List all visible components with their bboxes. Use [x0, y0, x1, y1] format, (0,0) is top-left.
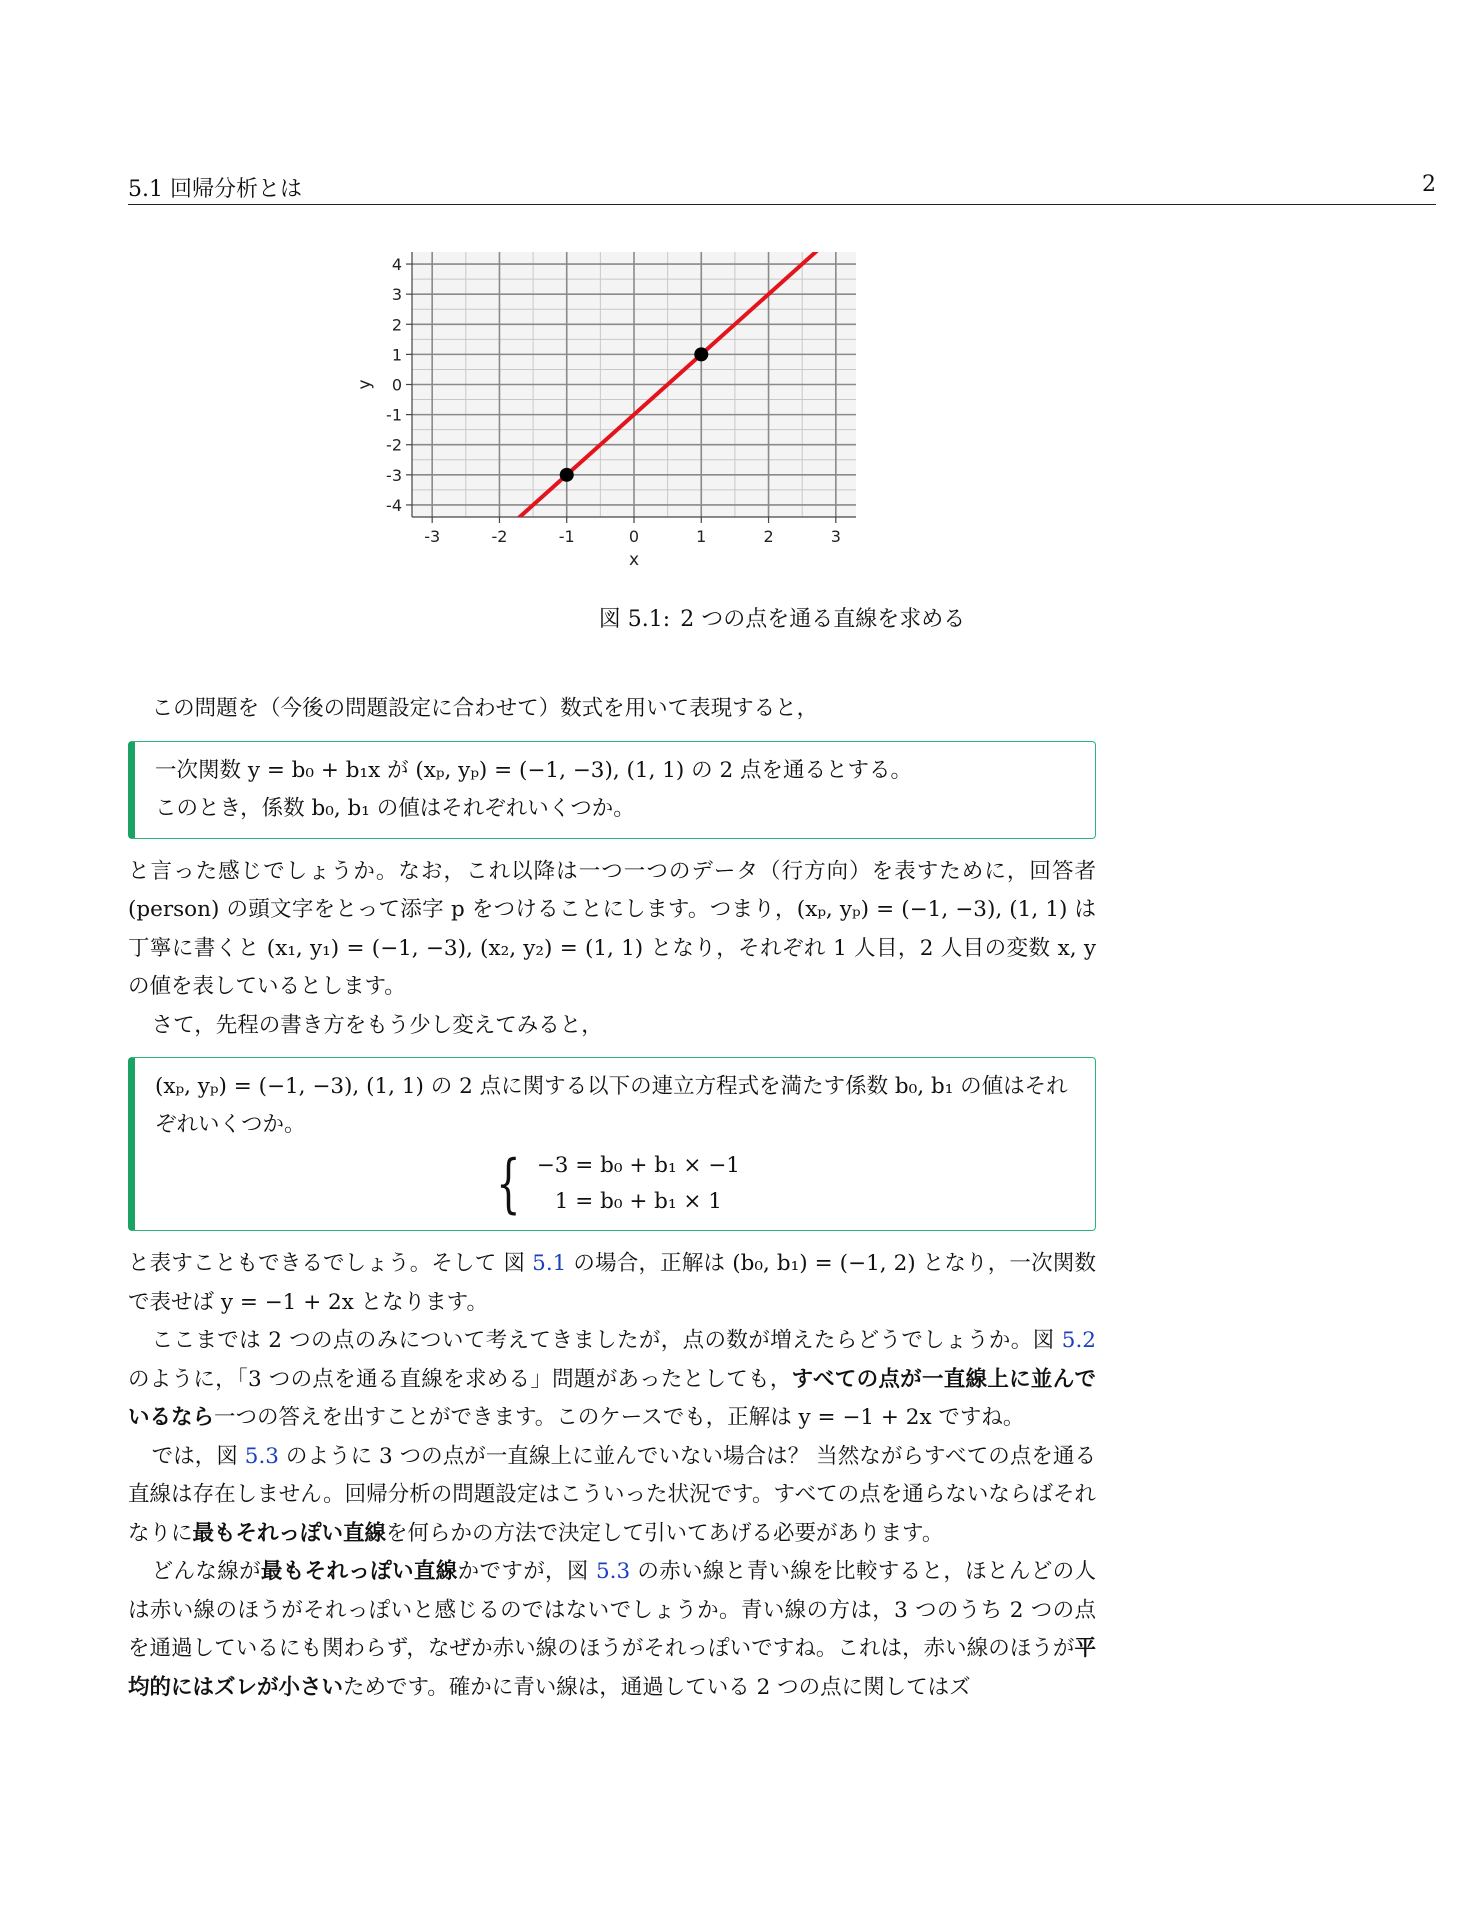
- y-tick-label: 3: [391, 285, 402, 305]
- section-title: 5.1 回帰分析とは: [128, 177, 302, 202]
- figure-chart: [355, 240, 875, 580]
- equation: −3 = b₀ + b₁ × −1: [536, 1153, 740, 1178]
- paragraph: この問題を（今後の問題設定に合わせて）数式を用いて表現すると，: [151, 696, 819, 721]
- x-tick-label: -2: [491, 527, 508, 546]
- y-tick-label: -2: [386, 435, 402, 455]
- equation-system: [155, 1148, 1073, 1220]
- body-text: [128, 690, 1096, 1707]
- box-line: このとき，係数 b₀, b₁ の値はそれぞれいくつか。: [155, 795, 635, 821]
- caption-label: 図 5.1:: [598, 607, 671, 632]
- y-tick-label: 2: [391, 315, 402, 335]
- paragraph: さて，先程の書き方をもう少し変えてみると，: [151, 1012, 603, 1038]
- x-tick-label: 1: [696, 527, 707, 546]
- equation: 1 = b₀ + b₁ × 1: [554, 1189, 722, 1214]
- paragraph: ここまでは 2 つの点のみについて考えてきましたが，点の数が増えたらどうでしょうか。図 5.2 のように，「3 つの点を通る直線を求める」問題があったとしても，すべての点が一直線上に並んでいるなら一つの答えを出すことができます。このケースでも，正解は y = −1 + 2x ですね。: [128, 1328, 1096, 1430]
- x-tick-label: -3: [424, 527, 441, 546]
- plot-area: [355, 240, 856, 580]
- figure-ref-link[interactable]: 5.1: [532, 1251, 567, 1276]
- bold-phrase: 平均的にはズレが小さい: [128, 1636, 1096, 1700]
- figure-caption: [128, 602, 1436, 633]
- bold-phrase: 最もそれっぽい直線: [192, 1520, 387, 1546]
- brace: {: [496, 1147, 521, 1221]
- y-tick-label: -1: [386, 405, 402, 425]
- problem-box-1: [128, 741, 1096, 839]
- bold-phrase: すべての点が一直線上に並んでいるなら: [128, 1366, 1096, 1430]
- figure-ref-link[interactable]: 5.2: [1061, 1328, 1096, 1353]
- caption-text: 2 つの点を通る直線を求める: [680, 607, 966, 632]
- x-tick-label: 0: [628, 527, 640, 546]
- figure-ref-link[interactable]: 5.3: [595, 1559, 631, 1584]
- y-tick-label: -4: [386, 495, 402, 515]
- data-point: [694, 347, 708, 361]
- box-line: 一次関数 y = b₀ + b₁x が (xₚ, yₚ) = (−1, −3), (1, 1) の 2 点を通るとする。: [155, 757, 912, 783]
- paragraph: では，図 5.3 のように 3 つの点が一直線上に並んでいない場合は？ 当然ながらすべての点を通る直線は存在しません。回帰分析の問題設定はこういった状況です。すべての点を通らないならばそれなりに最もそれっぽい直線を何らかの方法で決定して引いてあげる必要があります。: [128, 1443, 1096, 1546]
- problem-box-2: [128, 1057, 1096, 1231]
- x-axis-label: x: [628, 550, 640, 570]
- y-tick-label: -3: [386, 465, 402, 485]
- box-text: (xₚ, yₚ) = (−1, −3), (1, 1) の 2 点に関する以下の連立方程式を満たす係数 b₀, b₁ の値はそれぞれいくつか。: [155, 1074, 1068, 1137]
- data-point: [560, 468, 574, 482]
- figure-ref-link[interactable]: 5.3: [244, 1443, 279, 1469]
- y-axis-label: y: [355, 379, 375, 390]
- paragraph: と表すこともできるでしょう。そして 図 5.1 の場合，正解は (b₀, b₁) = (−1, 2) となり，一次関数で表せば y = −1 + 2x となります。: [128, 1251, 1096, 1315]
- x-tick-label: -1: [558, 527, 575, 546]
- y-tick-label: 0: [391, 375, 402, 395]
- x-tick-label: 2: [763, 527, 774, 546]
- page-header: [128, 168, 1436, 205]
- y-tick-label: 4: [391, 255, 402, 275]
- bold-phrase: 最もそれっぽい直線: [260, 1559, 458, 1584]
- paragraph: どんな線が最もそれっぽい直線かですが，図 5.3 の赤い線と青い線を比較すると，ほとんどの人は赤い線のほうがそれっぽいと感じるのではないでしょうか。青い線の方は，3 つのうち 2 つの点を通過しているにも関わらず，なぜか赤い線のほうがそれっぽいですね。これは，赤い線のほうが平均的にはズレが小さいためです。確かに青い線は，通過している 2 つの点に関してはズ: [128, 1559, 1096, 1700]
- x-tick-label: 3: [830, 527, 841, 546]
- y-tick-label: 1: [391, 345, 402, 365]
- paragraph: と言った感じでしょうか。なお，これ以降は一つ一つのデータ（行方向）を表すために，回答者 (person) の頭文字をとって添字 p をつけることにします。つまり，(xₚ, yₚ) = (−1, −3), (1, 1) は丁寧に書くと (x₁, y₁) = (−1, −3), (x₂, y₂) = (1, 1) となり，それぞれ 1 人目，2 人目の変数 x, y の値を表しているとします。: [128, 858, 1096, 999]
- page-number: 2: [1422, 172, 1436, 197]
